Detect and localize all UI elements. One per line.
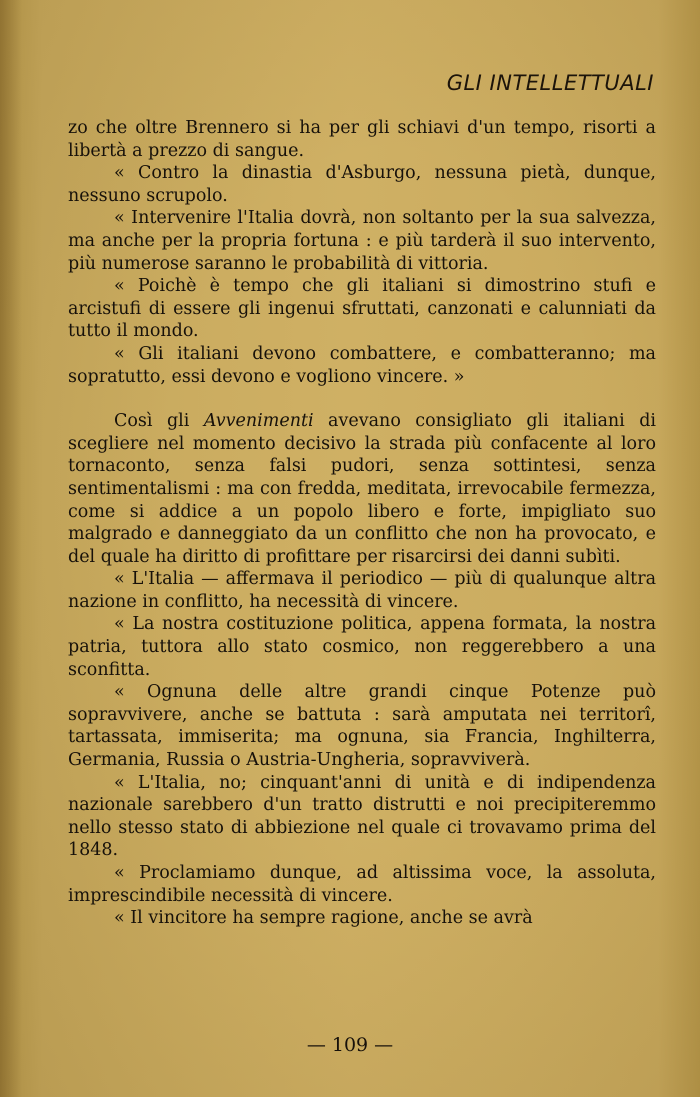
paragraph-quote: « Proclamiamo dunque, ad altissima voce, la assoluta, imprescindibile necessità di vincere. (68, 863, 656, 906)
paragraph-continuation: zo che oltre Brennero si ha per gli schiavi d'un tempo, risorti a libertà a prezzo di sangue. (68, 118, 656, 161)
paragraph-quote: « Ognuna delle altre grandi cinque Potenze può sopravvivere, anche se battuta : sarà amputata nei territorî, tartassata, immiserita; ma ognuna, sia Francia, Inghilterra, Germania, Russia o Austria-Ungheria, sopravviverà. (68, 682, 656, 771)
paragraph-quote: « L'Italia — affermava il periodico — più di qualunque altra nazione in conflitto, ha necessità di vincere. (68, 569, 656, 612)
paragraph-quote: « Poichè è tempo che gli italiani si dimostrino stufi e arcistufi di essere gli ingenui sfruttati, canzonati e calunniati da tutto il mondo. (68, 276, 656, 342)
paragraph-text: avevano consigliato gli italiani di scegliere nel momento decisivo la strada più confacente al loro tornaconto, senza falsi pudori, senza sottintesi, senza sentimentalismi : ma con fredda, meditata, irrevocabile fermezza, come si addice a un popolo libero e forte, impigliato suo malgrado e danneggiato da un conflitto che non ha provocato, e del quale ha diritto di profittare per risarcirsi dei danni subìti. (68, 411, 656, 567)
paragraph-quote: « L'Italia, no; cinquant'anni di unità e di indipendenza nazionale sarebbero d'un tratto distrutti e noi precipiteremmo nello stesso stato di abbiezione nel quale ci trovavamo prima del 1848. (68, 772, 656, 861)
page-spine-shadow (0, 0, 22, 1097)
paragraph-quote: « Intervenire l'Italia dovrà, non soltanto per la sua salvezza, ma anche per la propria fortuna : e più tarderà il suo intervento, più numerose saranno le probabilità di vittoria. (68, 208, 656, 274)
paragraph-quote: « Il vincitore ha sempre ragione, anche se avrà (114, 908, 533, 929)
paragraph-narrative (68, 410, 656, 568)
page-number: — 109 — (306, 1034, 394, 1056)
paragraph-quote: « Contro la dinastia d'Asburgo, nessuna pietà, dunque, nessuno scrupolo. (68, 163, 656, 206)
running-head: GLI INTELLETTUALI (446, 71, 654, 95)
body-text (68, 117, 656, 930)
paragraph-quote: « Gli italiani devono combattere, e combatteranno; ma sopratutto, essi devono e vogliono vincere. » (68, 343, 656, 387)
periodical-title: Avvenimenti (203, 411, 314, 432)
paragraph-quote: « La nostra costituzione politica, appena formata, la nostra patria, tuttora allo stato cosmico, non reggerebbero a una sconfitta. (68, 614, 656, 680)
paragraph-text: Così gli (114, 411, 204, 432)
